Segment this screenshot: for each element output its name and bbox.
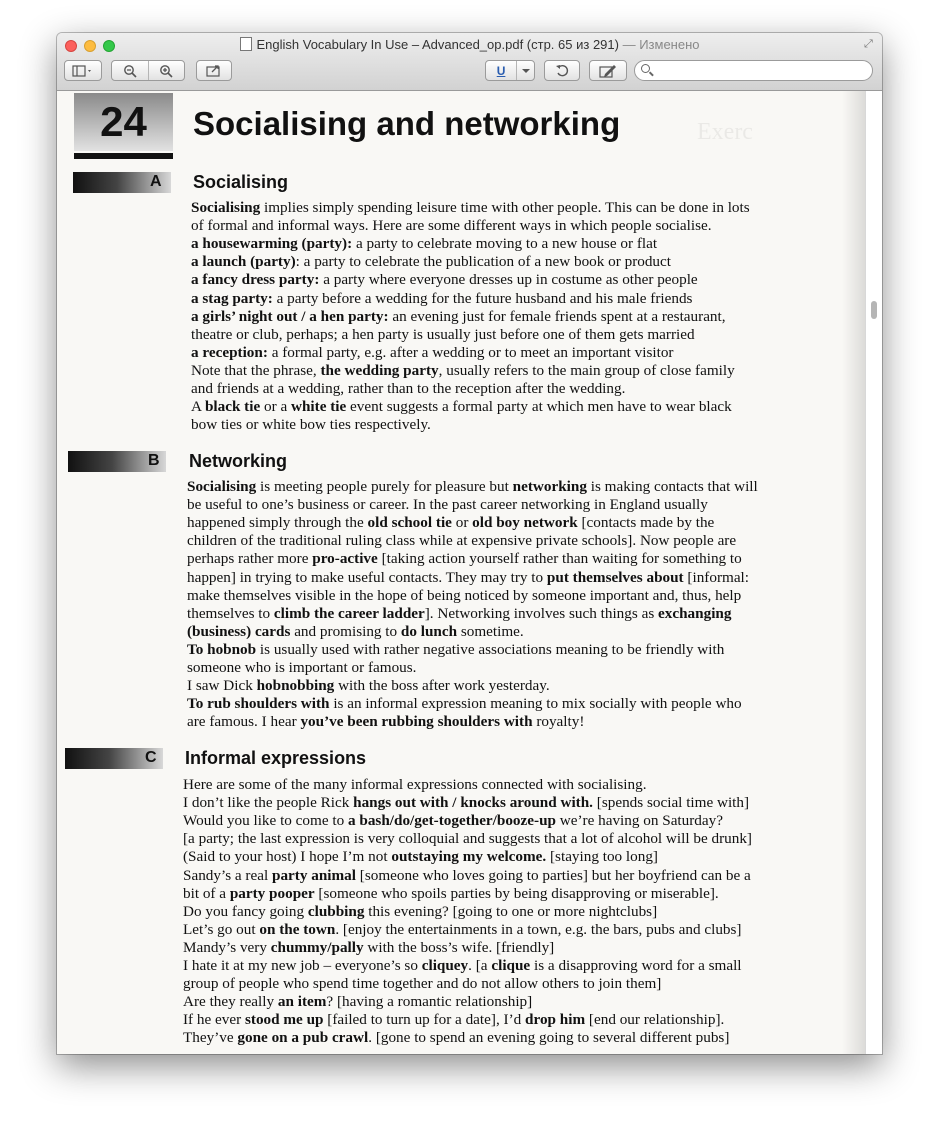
key-term: clique: [491, 957, 531, 974]
text-run: event suggests a formal party at which men have to wear black: [346, 398, 732, 416]
zoom-in-icon: [159, 64, 173, 78]
unit-number: 24: [74, 93, 173, 151]
text-line: [191, 235, 657, 253]
text-line: [183, 1029, 729, 1047]
section-title: Socialising: [193, 172, 289, 192]
text-run: [informal:: [683, 568, 749, 586]
annotate-controls: [485, 60, 535, 81]
key-term: white tie: [291, 398, 347, 416]
text-run: [staying too long]: [546, 848, 658, 866]
key-term: gone on a pub crawl: [237, 1029, 369, 1047]
key-term: hobnobbing: [256, 677, 335, 695]
key-term: stood me up: [244, 1011, 324, 1029]
text-run: A: [191, 398, 205, 416]
text-run: a party where everyone dresses up in costume as other people: [319, 271, 698, 289]
text-run: someone who is important or famous.: [187, 659, 417, 676]
text-run: Do you fancy going: [183, 902, 308, 920]
zoom-out-icon: [123, 64, 137, 78]
key-term: a bash/do/get-together/booze-up: [347, 812, 556, 830]
text-run: and friends at a wedding, rather than to the reception after the wedding.: [191, 380, 626, 397]
section-title: Informal expressions: [185, 748, 367, 768]
text-line: [183, 1011, 724, 1029]
text-line: [191, 344, 673, 362]
text-run: Let’s go out: [183, 920, 260, 938]
text-run: Note that the phrase,: [191, 361, 321, 379]
text-run: . [enjoy the entertainments in a town, e.g. the bars, pubs and clubs]: [335, 920, 742, 938]
text-run: Here are some of the many informal expressions connected with socialising.: [183, 776, 647, 793]
text-run: . [a: [468, 957, 492, 974]
title-bar: [57, 33, 882, 91]
text-run: group of people who spend time together and do not allow others to join them]: [183, 975, 662, 993]
page-edge-shadow: [842, 91, 866, 1054]
search-icon: [641, 64, 650, 73]
text-run: [a party; the last expression is very colloquial and suggests that a lot of alcohol will be drunk]: [183, 830, 752, 848]
text-run: Would you like to come to: [183, 812, 348, 830]
text-run: is meeting people purely for pleasure but: [256, 478, 513, 495]
key-term: party animal: [272, 866, 356, 884]
key-term: an item: [277, 993, 327, 1011]
text-line: [187, 713, 584, 731]
key-term: (business) cards: [187, 622, 291, 640]
text-run: royalty!: [532, 713, 585, 731]
text-run: I don’t like the people Rick: [183, 794, 354, 812]
text-line: [183, 794, 749, 812]
section-letter: B: [148, 452, 160, 469]
text-run: . [gone to spend an evening going to several different pubs]: [368, 1029, 730, 1047]
text-line: [187, 550, 742, 568]
text-run: an evening just for female friends spent at a restaurant,: [388, 307, 726, 325]
text-line: [187, 623, 524, 641]
key-term: drop him: [525, 1011, 586, 1029]
text-line: [191, 380, 625, 398]
text-line: [187, 569, 749, 587]
text-run: If he ever: [183, 1011, 245, 1029]
text-line: [187, 496, 708, 514]
search-field[interactable]: [634, 60, 873, 81]
text-run: a party to celebrate moving to a new house or flat: [352, 235, 658, 253]
underline-button[interactable]: U: [496, 63, 506, 78]
key-term: pro-active: [312, 550, 378, 568]
text-run: [someone who loves going to parties] but her boyfriend can be a: [355, 866, 751, 884]
text-run: of formal and informal ways. Here are some different ways in which people socialise.: [191, 217, 712, 235]
text-line: [183, 885, 719, 903]
text-line: [187, 659, 416, 677]
text-run: is making contacts that will: [586, 478, 758, 495]
key-term: (party): [250, 253, 296, 271]
text-run: a formal party, e.g. after a wedding or to meet an important visitor: [267, 343, 674, 361]
text-run: They’ve: [183, 1029, 238, 1047]
text-run: Mandy’s very: [183, 938, 271, 956]
key-term: hangs out with / knocks around with.: [353, 794, 593, 812]
text-run: perhaps rather more: [187, 550, 313, 568]
bleed-through-text: Exerc: [697, 119, 753, 145]
text-run: : a party to celebrate the publication of a new book or product: [295, 253, 671, 271]
rotate-icon: [555, 64, 569, 78]
text-run: happened simply through the: [187, 514, 368, 532]
text-run: we’re having on Saturday?: [555, 812, 723, 830]
text-line: [187, 695, 742, 713]
text-line: [183, 939, 554, 957]
key-term: a fancy dress party:: [191, 271, 320, 289]
text-run: [someone who spoils parties by being disapproving or miserable].: [314, 884, 719, 902]
text-run: ? [having a romantic relationship]: [326, 993, 533, 1011]
text-run: bow ties or white bow ties respectively.: [191, 416, 431, 434]
text-run: happen] in trying to make useful contacts. They may try to: [187, 568, 547, 586]
text-line: [191, 253, 671, 271]
text-run: children of the traditional ruling class while at expensive private schools]. Now people are: [187, 532, 737, 550]
text-line: [191, 308, 726, 326]
text-run: [spends social time with]: [592, 794, 750, 812]
key-term: do lunch: [400, 622, 458, 640]
text-line: [191, 290, 692, 308]
text-run: [taking action yourself rather than waiting for something to: [377, 550, 742, 568]
key-term: old boy network: [472, 514, 578, 532]
text-run: Sandy’s a real: [183, 866, 272, 884]
text-line: [183, 867, 751, 885]
text-line: [191, 271, 698, 289]
text-line: [187, 605, 731, 623]
text-line: [191, 199, 750, 217]
key-term: cliquey: [421, 957, 469, 974]
text-run: is usually used with rather negative associations meaning to be friendly with: [256, 640, 725, 658]
window-title-status: — Изменено: [622, 37, 700, 52]
text-line: [187, 677, 550, 695]
key-term: chummy/pally: [270, 938, 364, 956]
text-line: [183, 812, 723, 830]
key-term: climb the career ladder: [273, 604, 425, 622]
unit-title: Socialising and networking: [193, 105, 621, 142]
text-run: Are they really: [183, 993, 278, 1011]
window-title-text: English Vocabulary In Use – Advanced_op.pdf (стр. 65 из 291): [256, 37, 619, 52]
text-run: a party before a wedding for the future husband and his male friends: [272, 289, 693, 307]
key-term: party pooper: [229, 884, 315, 902]
key-term: outstaying my welcome.: [391, 848, 547, 866]
text-run: this evening? [going to one or more nightclubs]: [364, 902, 658, 920]
text-line: [183, 975, 661, 993]
text-run: I saw Dick: [187, 677, 257, 695]
text-run: and promising to: [290, 622, 401, 640]
key-term: put themselves about: [546, 568, 684, 586]
text-line: [191, 362, 735, 380]
section-letter: C: [145, 749, 157, 766]
text-run: [contacts made by the: [577, 514, 715, 532]
text-run: [failed to turn up for a date], I’d: [323, 1011, 526, 1029]
key-term: on the town: [259, 920, 336, 938]
text-run: with the boss after work yesterday.: [334, 677, 550, 695]
section-letter: A: [150, 173, 162, 190]
text-line: [191, 326, 695, 344]
text-run: sometime.: [457, 622, 524, 640]
text-run: is an informal expression meaning to mix socially with people who: [329, 695, 742, 713]
key-term: black tie: [204, 398, 261, 416]
fullscreen-icon[interactable]: ⤢: [864, 38, 873, 50]
text-line: [187, 641, 724, 659]
text-run: are famous. I hear: [187, 713, 301, 731]
pdf-document-icon: [240, 37, 252, 51]
text-line: [183, 957, 742, 975]
text-run: or: [451, 514, 473, 532]
zoom-controls: [111, 60, 185, 81]
text-run: or a: [260, 398, 291, 416]
text-run: is a disapproving word for a small: [530, 957, 742, 974]
vertical-scrollbar[interactable]: [865, 91, 882, 1054]
key-term: To rub shoulders with: [187, 695, 330, 713]
sidebar-icon: [72, 65, 94, 77]
text-run: [end our relationship].: [585, 1011, 725, 1029]
text-run: be useful to one’s business or career. In the past career networking in England usually: [187, 496, 708, 514]
text-line: [187, 478, 758, 496]
text-run: theatre or club, perhaps; a hen party is usually just before one of them gets married: [191, 325, 695, 343]
text-line: [183, 903, 657, 921]
key-term: networking: [512, 478, 587, 495]
underline-menu-button[interactable]: [516, 61, 534, 80]
text-line: [191, 416, 431, 434]
text-run: I hate it at my new job – everyone’s so: [183, 957, 422, 974]
key-term: exchanging: [658, 604, 732, 622]
unit-underline: [74, 153, 173, 159]
text-run: implies simply spending leisure time with other people. This can be done in lots: [260, 199, 750, 216]
text-line: [191, 398, 732, 416]
key-term: a girls’ night out / a hen party:: [191, 307, 389, 325]
text-run: bit of a: [183, 884, 230, 902]
text-run: make themselves visible in the hope of being noticed by someone important and, thus, help: [187, 586, 742, 604]
text-run: with the boss’s wife. [friendly]: [363, 938, 555, 956]
text-line: [183, 848, 658, 866]
chevron-down-icon: [522, 68, 530, 74]
edit-icon: [599, 64, 617, 78]
text-line: [187, 587, 741, 605]
text-line: [187, 532, 736, 550]
markup-button[interactable]: [589, 60, 627, 81]
key-term: a reception:: [191, 343, 268, 361]
window-title: [57, 37, 882, 52]
text-run: (Said to your host) I hope I’m not: [183, 848, 392, 866]
text-line: [191, 217, 712, 235]
key-term: old school tie: [367, 514, 452, 532]
key-term: the wedding party: [320, 361, 439, 379]
text-run: themselves to: [187, 604, 274, 622]
key-term: Socialising: [191, 199, 261, 216]
key-term: Socialising: [187, 478, 257, 495]
key-term: a housewarming (party):: [191, 235, 353, 253]
preview-window: [57, 33, 882, 1054]
zoom-out-button[interactable]: [112, 61, 148, 80]
section-title: Networking: [189, 451, 288, 471]
text-line: [187, 514, 714, 532]
sidebar-view-button[interactable]: [64, 60, 102, 81]
scrollbar-thumb[interactable]: [871, 301, 877, 319]
zoom-in-button[interactable]: [148, 61, 185, 80]
key-term: a launch: [191, 253, 247, 271]
key-term: you’ve been rubbing shoulders with: [300, 713, 533, 731]
text-run: , usually refers to the main group of close family: [438, 361, 735, 379]
text-line: [183, 993, 532, 1011]
key-term: clubbing: [307, 902, 365, 920]
text-run: ]. Networking involves such things as: [424, 604, 659, 622]
key-term: To hobnob: [187, 640, 257, 658]
text-line: [183, 921, 741, 939]
share-button[interactable]: [196, 60, 232, 81]
share-icon: [206, 64, 222, 77]
text-line: [183, 776, 647, 794]
key-term: a stag party:: [191, 289, 273, 307]
rotate-button[interactable]: [544, 60, 580, 81]
text-line: [183, 830, 752, 848]
document-view[interactable]: [57, 91, 882, 1054]
